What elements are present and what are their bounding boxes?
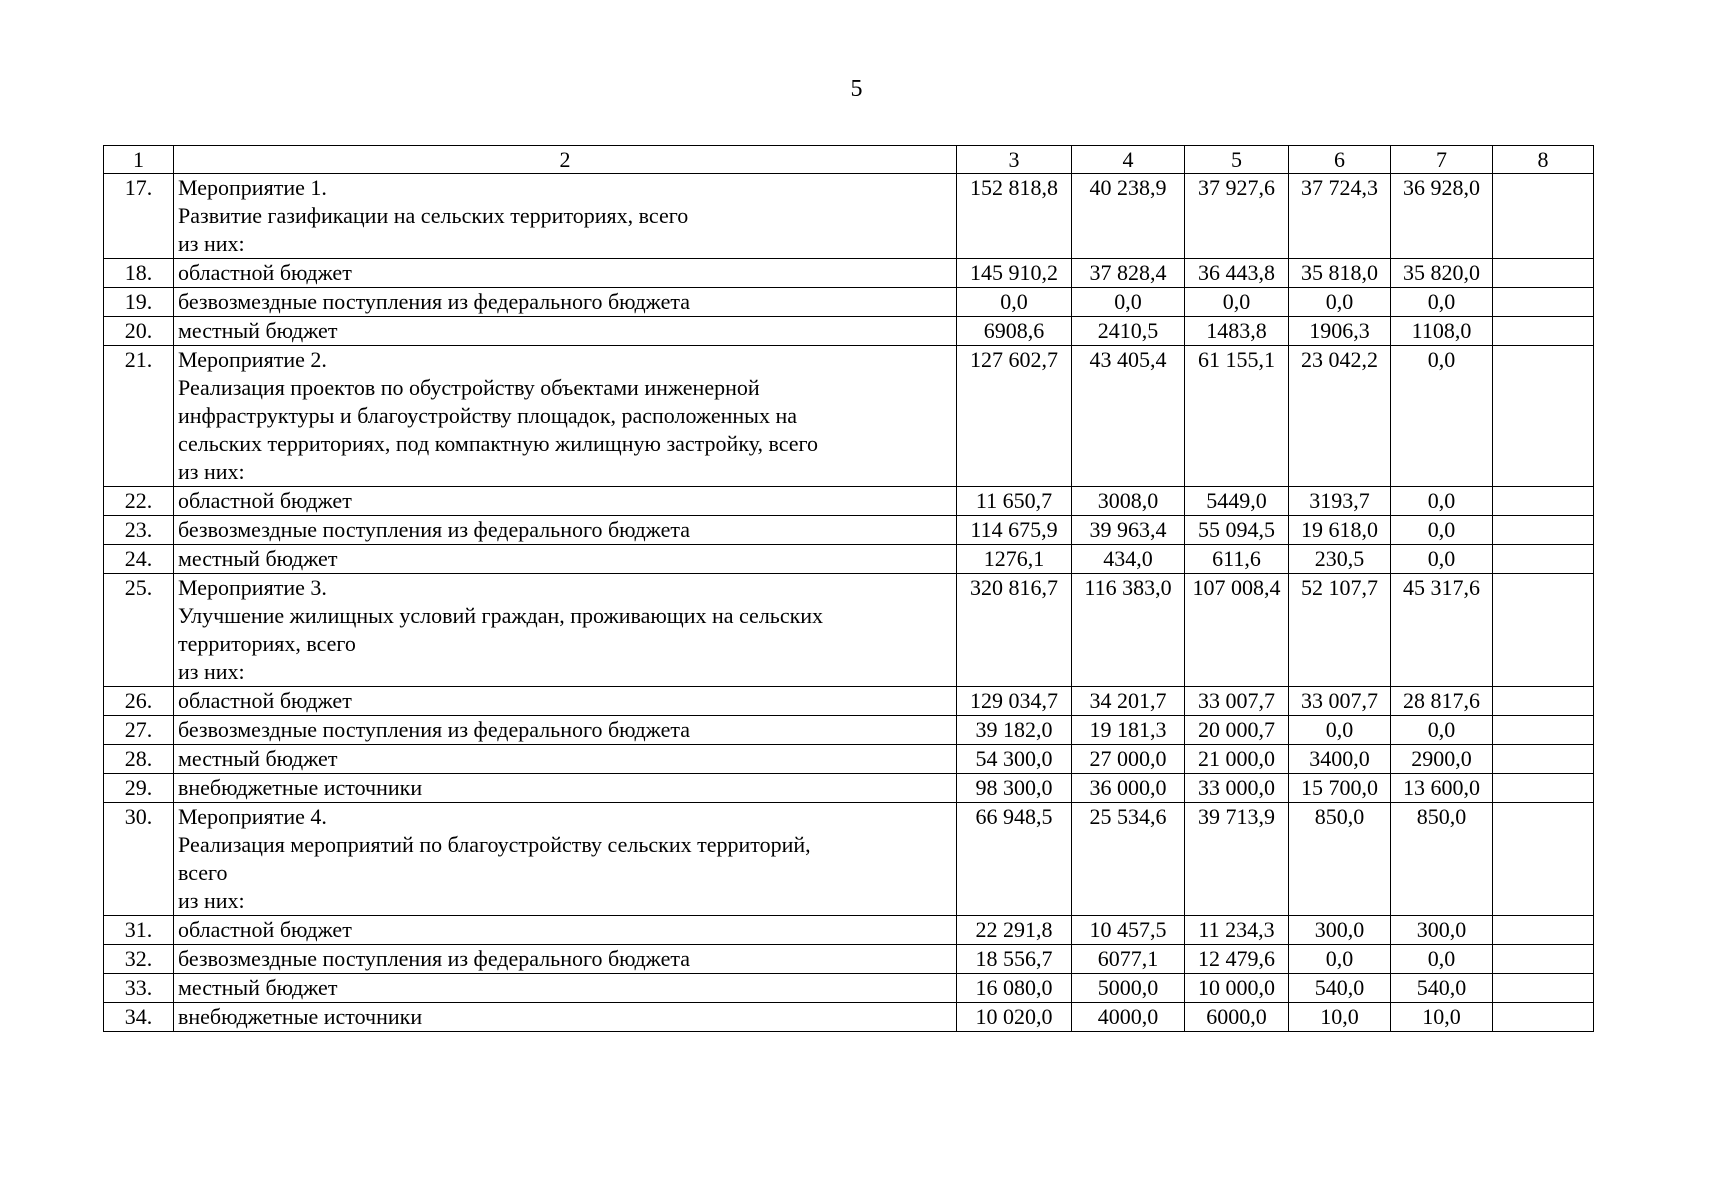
description-line: из них: (178, 459, 245, 484)
description-line: местный бюджет (178, 975, 338, 1000)
value-cell-col5: 36 443,8 (1185, 259, 1289, 288)
value-cell-col4: 27 000,0 (1072, 745, 1185, 774)
value-cell-col3: 11 650,7 (957, 487, 1072, 516)
value-cell-col4: 3008,0 (1072, 487, 1185, 516)
value-cell-col5: 33 007,7 (1185, 687, 1289, 716)
row-description (174, 974, 957, 1003)
row-number: 25. (104, 574, 174, 687)
description-line: инфраструктуры и благоустройству площадок, расположенных на (178, 403, 797, 428)
description-line: местный бюджет (178, 546, 338, 571)
row-description (174, 545, 957, 574)
value-cell-col7: 850,0 (1391, 803, 1493, 916)
description-line: безвозмездные поступления из федерального бюджета (178, 946, 690, 971)
value-cell-col8 (1493, 716, 1594, 745)
description-line: Мероприятие 3. (178, 575, 327, 600)
description-line: областной бюджет (178, 260, 352, 285)
header-cell: 8 (1493, 146, 1594, 174)
description-line: безвозмездные поступления из федерального бюджета (178, 517, 690, 542)
description-line: безвозмездные поступления из федерального бюджета (178, 289, 690, 314)
description-line: Реализация проектов по обустройству объектами инженерной (178, 375, 760, 400)
value-cell-col8 (1493, 487, 1594, 516)
value-cell-col8 (1493, 803, 1594, 916)
row-number: 32. (104, 945, 174, 974)
value-cell-col3: 1276,1 (957, 545, 1072, 574)
value-cell-col8 (1493, 346, 1594, 487)
row-number: 20. (104, 317, 174, 346)
row-description (174, 259, 957, 288)
value-cell-col5: 37 927,6 (1185, 174, 1289, 259)
value-cell-col7: 10,0 (1391, 1003, 1493, 1032)
table-row (104, 1003, 1594, 1032)
value-cell-col3: 127 602,7 (957, 346, 1072, 487)
description-line: внебюджетные источники (178, 775, 423, 800)
value-cell-col8 (1493, 974, 1594, 1003)
description-line: Развитие газификации на сельских территориях, всего (178, 203, 689, 228)
value-cell-col4: 0,0 (1072, 288, 1185, 317)
value-cell-col3: 152 818,8 (957, 174, 1072, 259)
row-number: 30. (104, 803, 174, 916)
row-description (174, 716, 957, 745)
description-line: безвозмездные поступления из федерального бюджета (178, 717, 690, 742)
table-row (104, 487, 1594, 516)
description-line: местный бюджет (178, 746, 338, 771)
description-line: областной бюджет (178, 488, 352, 513)
value-cell-col3: 10 020,0 (957, 1003, 1072, 1032)
value-cell-col7: 300,0 (1391, 916, 1493, 945)
row-description (174, 574, 957, 687)
value-cell-col7: 1108,0 (1391, 317, 1493, 346)
value-cell-col6: 19 618,0 (1289, 516, 1391, 545)
value-cell-col3: 66 948,5 (957, 803, 1072, 916)
header-cell: 4 (1072, 146, 1185, 174)
row-number: 23. (104, 516, 174, 545)
table-row (104, 945, 1594, 974)
value-cell-col4: 4000,0 (1072, 1003, 1185, 1032)
description-line: из них: (178, 888, 245, 913)
description-line: Реализация мероприятий по благоустройству сельских территорий, (178, 832, 811, 857)
table-row (104, 346, 1594, 487)
description-line: Мероприятие 4. (178, 804, 327, 829)
description-line: Мероприятие 1. (178, 175, 327, 200)
row-number: 28. (104, 745, 174, 774)
value-cell-col3: 114 675,9 (957, 516, 1072, 545)
value-cell-col6: 850,0 (1289, 803, 1391, 916)
row-description (174, 803, 957, 916)
value-cell-col6: 10,0 (1289, 1003, 1391, 1032)
table-row (104, 317, 1594, 346)
description-line: сельских территориях, под компактную жилищную застройку, всего (178, 431, 819, 456)
value-cell-col7: 35 820,0 (1391, 259, 1493, 288)
value-cell-col5: 61 155,1 (1185, 346, 1289, 487)
value-cell-col4: 5000,0 (1072, 974, 1185, 1003)
value-cell-col6: 300,0 (1289, 916, 1391, 945)
description-line: Мероприятие 2. (178, 347, 327, 372)
value-cell-col4: 25 534,6 (1072, 803, 1185, 916)
value-cell-col3: 22 291,8 (957, 916, 1072, 945)
value-cell-col4: 2410,5 (1072, 317, 1185, 346)
row-description (174, 487, 957, 516)
value-cell-col5: 10 000,0 (1185, 974, 1289, 1003)
value-cell-col3: 98 300,0 (957, 774, 1072, 803)
table-row (104, 545, 1594, 574)
value-cell-col7: 540,0 (1391, 974, 1493, 1003)
value-cell-col3: 145 910,2 (957, 259, 1072, 288)
value-cell-col3: 320 816,7 (957, 574, 1072, 687)
description-line: из них: (178, 659, 245, 684)
row-description (174, 945, 957, 974)
value-cell-col5: 20 000,7 (1185, 716, 1289, 745)
table-row (104, 288, 1594, 317)
value-cell-col4: 116 383,0 (1072, 574, 1185, 687)
value-cell-col3: 0,0 (957, 288, 1072, 317)
row-description (174, 288, 957, 317)
value-cell-col4: 6077,1 (1072, 945, 1185, 974)
header-cell: 2 (174, 146, 957, 174)
table-row (104, 574, 1594, 687)
value-cell-col5: 33 000,0 (1185, 774, 1289, 803)
value-cell-col7: 36 928,0 (1391, 174, 1493, 259)
row-number: 22. (104, 487, 174, 516)
description-line: Улучшение жилищных условий граждан, проживающих на сельских (178, 603, 824, 628)
value-cell-col5: 55 094,5 (1185, 516, 1289, 545)
value-cell-col8 (1493, 574, 1594, 687)
description-line: из них: (178, 231, 245, 256)
value-cell-col5: 0,0 (1185, 288, 1289, 317)
row-description (174, 774, 957, 803)
table-row (104, 259, 1594, 288)
value-cell-col6: 15 700,0 (1289, 774, 1391, 803)
value-cell-col7: 45 317,6 (1391, 574, 1493, 687)
row-number: 34. (104, 1003, 174, 1032)
header-cell: 1 (104, 146, 174, 174)
value-cell-col6: 540,0 (1289, 974, 1391, 1003)
row-description (174, 317, 957, 346)
table-row (104, 174, 1594, 259)
value-cell-col3: 6908,6 (957, 317, 1072, 346)
value-cell-col8 (1493, 1003, 1594, 1032)
value-cell-col8 (1493, 317, 1594, 346)
value-cell-col3: 54 300,0 (957, 745, 1072, 774)
row-description (174, 745, 957, 774)
value-cell-col5: 1483,8 (1185, 317, 1289, 346)
row-number: 21. (104, 346, 174, 487)
description-line: местный бюджет (178, 318, 338, 343)
row-description (174, 516, 957, 545)
value-cell-col8 (1493, 288, 1594, 317)
value-cell-col7: 13 600,0 (1391, 774, 1493, 803)
value-cell-col3: 16 080,0 (957, 974, 1072, 1003)
value-cell-col3: 129 034,7 (957, 687, 1072, 716)
value-cell-col7: 0,0 (1391, 487, 1493, 516)
value-cell-col4: 39 963,4 (1072, 516, 1185, 545)
value-cell-col6: 3193,7 (1289, 487, 1391, 516)
table-body (104, 174, 1594, 1032)
value-cell-col7: 0,0 (1391, 716, 1493, 745)
description-line: территориях, всего (178, 631, 356, 656)
row-number: 17. (104, 174, 174, 259)
value-cell-col6: 37 724,3 (1289, 174, 1391, 259)
row-number: 19. (104, 288, 174, 317)
value-cell-col7: 2900,0 (1391, 745, 1493, 774)
row-description (174, 1003, 957, 1032)
value-cell-col4: 36 000,0 (1072, 774, 1185, 803)
row-number: 26. (104, 687, 174, 716)
value-cell-col6: 33 007,7 (1289, 687, 1391, 716)
value-cell-col5: 611,6 (1185, 545, 1289, 574)
header-cell: 3 (957, 146, 1072, 174)
value-cell-col6: 0,0 (1289, 945, 1391, 974)
table-row (104, 774, 1594, 803)
value-cell-col7: 0,0 (1391, 516, 1493, 545)
table-row (104, 803, 1594, 916)
value-cell-col6: 52 107,7 (1289, 574, 1391, 687)
table-row (104, 716, 1594, 745)
value-cell-col5: 21 000,0 (1185, 745, 1289, 774)
header-cell: 5 (1185, 146, 1289, 174)
value-cell-col4: 10 457,5 (1072, 916, 1185, 945)
row-number: 27. (104, 716, 174, 745)
table-row (104, 687, 1594, 716)
row-number: 24. (104, 545, 174, 574)
value-cell-col5: 39 713,9 (1185, 803, 1289, 916)
value-cell-col4: 19 181,3 (1072, 716, 1185, 745)
row-number: 31. (104, 916, 174, 945)
value-cell-col8 (1493, 774, 1594, 803)
value-cell-col8 (1493, 174, 1594, 259)
value-cell-col4: 434,0 (1072, 545, 1185, 574)
value-cell-col3: 39 182,0 (957, 716, 1072, 745)
row-description (174, 174, 957, 259)
value-cell-col7: 0,0 (1391, 945, 1493, 974)
header-row (104, 146, 1594, 174)
value-cell-col8 (1493, 545, 1594, 574)
value-cell-col6: 35 818,0 (1289, 259, 1391, 288)
description-line: внебюджетные источники (178, 1004, 423, 1029)
value-cell-col6: 230,5 (1289, 545, 1391, 574)
value-cell-col7: 0,0 (1391, 545, 1493, 574)
page-number: 5 (850, 76, 863, 102)
value-cell-col6: 23 042,2 (1289, 346, 1391, 487)
value-cell-col6: 1906,3 (1289, 317, 1391, 346)
description-line: областной бюджет (178, 688, 352, 713)
value-cell-col8 (1493, 687, 1594, 716)
row-description (174, 687, 957, 716)
value-cell-col5: 12 479,6 (1185, 945, 1289, 974)
value-cell-col6: 0,0 (1289, 716, 1391, 745)
table-row (104, 916, 1594, 945)
value-cell-col5: 5449,0 (1185, 487, 1289, 516)
value-cell-col4: 34 201,7 (1072, 687, 1185, 716)
table-row (104, 974, 1594, 1003)
value-cell-col7: 0,0 (1391, 288, 1493, 317)
description-line: областной бюджет (178, 917, 352, 942)
row-number: 29. (104, 774, 174, 803)
value-cell-col4: 40 238,9 (1072, 174, 1185, 259)
row-number: 33. (104, 974, 174, 1003)
value-cell-col8 (1493, 259, 1594, 288)
value-cell-col4: 37 828,4 (1072, 259, 1185, 288)
value-cell-col6: 0,0 (1289, 288, 1391, 317)
value-cell-col8 (1493, 745, 1594, 774)
header-cell: 6 (1289, 146, 1391, 174)
value-cell-col8 (1493, 916, 1594, 945)
table-row (104, 745, 1594, 774)
header-cell: 7 (1391, 146, 1493, 174)
value-cell-col6: 3400,0 (1289, 745, 1391, 774)
description-line: всего (178, 860, 228, 885)
value-cell-col3: 18 556,7 (957, 945, 1072, 974)
value-cell-col5: 6000,0 (1185, 1003, 1289, 1032)
row-description (174, 916, 957, 945)
row-description (174, 346, 957, 487)
value-cell-col8 (1493, 945, 1594, 974)
value-cell-col7: 28 817,6 (1391, 687, 1493, 716)
budget-table (103, 145, 1594, 1032)
value-cell-col5: 11 234,3 (1185, 916, 1289, 945)
value-cell-col4: 43 405,4 (1072, 346, 1185, 487)
table-row (104, 516, 1594, 545)
value-cell-col7: 0,0 (1391, 346, 1493, 487)
row-number: 18. (104, 259, 174, 288)
value-cell-col5: 107 008,4 (1185, 574, 1289, 687)
value-cell-col8 (1493, 516, 1594, 545)
